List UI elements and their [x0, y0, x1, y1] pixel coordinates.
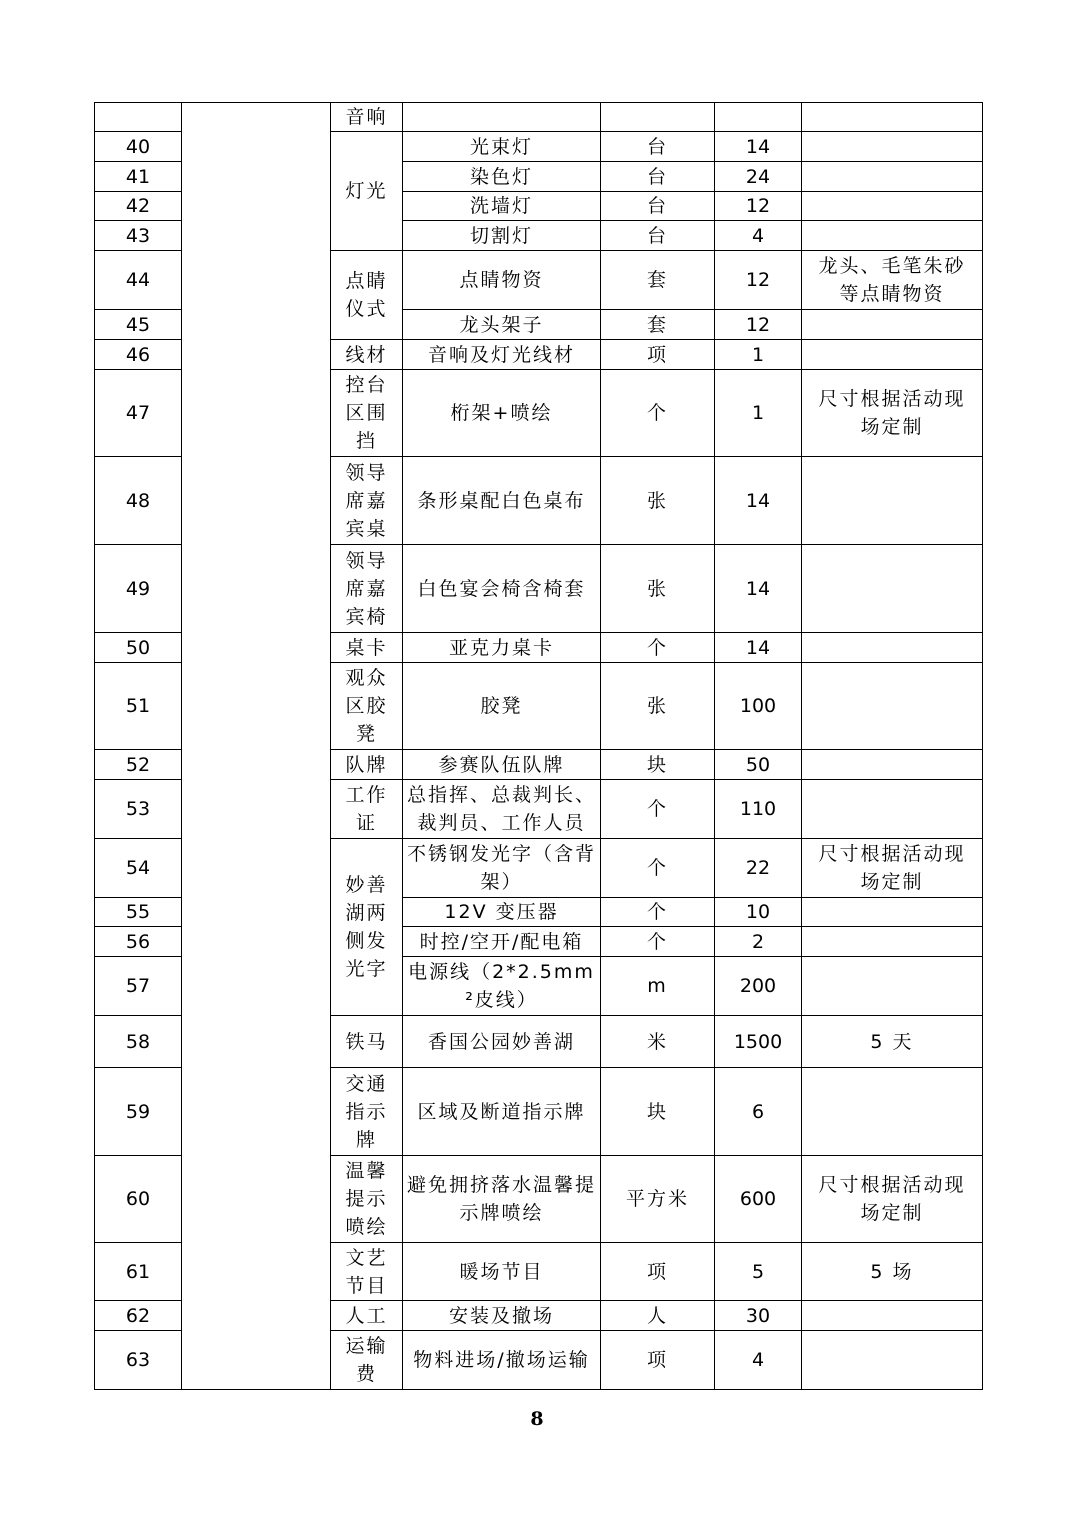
unit-cell: 套	[601, 310, 715, 340]
unit-cell: 个	[601, 633, 715, 663]
note-cell	[802, 663, 983, 750]
quantity-cell: 1	[715, 370, 802, 457]
item-cell: 音响及灯光线材	[403, 340, 601, 370]
quantity-cell: 4	[715, 221, 802, 251]
quantity-cell: 100	[715, 663, 802, 750]
quantity-cell: 12	[715, 251, 802, 310]
category-cell: 领导 席嘉 宾椅	[331, 545, 403, 633]
note-cell: 5 场	[802, 1243, 983, 1301]
category-cell: 队牌	[331, 750, 403, 780]
row-number: 57	[95, 957, 182, 1016]
note-cell	[802, 132, 983, 162]
quantity-cell: 10	[715, 898, 802, 927]
unit-cell: 个	[601, 839, 715, 898]
unit-cell: 台	[601, 221, 715, 251]
row-number: 63	[95, 1331, 182, 1390]
note-cell	[802, 633, 983, 663]
quantity-cell: 24	[715, 162, 802, 192]
row-number: 44	[95, 251, 182, 310]
category-cell: 工作 证	[331, 780, 403, 839]
item-cell: 切割灯	[403, 221, 601, 251]
item-cell: 安装及撤场	[403, 1301, 601, 1331]
quantity-cell: 5	[715, 1243, 802, 1301]
note-cell: 5 天	[802, 1016, 983, 1068]
row-number: 62	[95, 1301, 182, 1331]
note-cell	[802, 457, 983, 545]
unit-cell: 张	[601, 663, 715, 750]
item-cell: 避免拥挤落水温馨提示牌喷绘	[403, 1156, 601, 1243]
quantity-cell: 22	[715, 839, 802, 898]
category-cell: 灯光	[331, 132, 403, 251]
unit-cell: 人	[601, 1301, 715, 1331]
unit-cell: 张	[601, 457, 715, 545]
note-cell: 尺寸根据活动现 场定制	[802, 839, 983, 898]
unit-cell: 项	[601, 340, 715, 370]
item-cell: 总指挥、总裁判长、裁判员、工作人员	[403, 780, 601, 839]
quantity-cell: 600	[715, 1156, 802, 1243]
category-cell: 妙善 湖两 侧发 光字	[331, 839, 403, 1016]
row-number: 45	[95, 310, 182, 340]
unit-cell: 张	[601, 545, 715, 633]
row-number: 42	[95, 192, 182, 221]
unit-cell: 个	[601, 927, 715, 957]
row-number: 54	[95, 839, 182, 898]
item-cell: 光束灯	[403, 132, 601, 162]
item-cell: 洗墙灯	[403, 192, 601, 221]
category-cell: 点睛 仪式	[331, 251, 403, 340]
note-cell	[802, 340, 983, 370]
row-number: 46	[95, 340, 182, 370]
quantity-cell: 12	[715, 192, 802, 221]
row-number: 40	[95, 132, 182, 162]
note-cell	[802, 750, 983, 780]
item-cell: 染色灯	[403, 162, 601, 192]
note-cell	[802, 1331, 983, 1390]
note-cell	[802, 1301, 983, 1331]
row-number: 50	[95, 633, 182, 663]
quantity-cell: 30	[715, 1301, 802, 1331]
item-cell: 桁架+喷绘	[403, 370, 601, 457]
quantity-cell	[715, 103, 802, 132]
unit-cell: 个	[601, 780, 715, 839]
unit-cell: 台	[601, 162, 715, 192]
unit-cell: 台	[601, 192, 715, 221]
category-cell: 观众 区胶 凳	[331, 663, 403, 750]
unit-cell: 项	[601, 1243, 715, 1301]
category-cell: 运输 费	[331, 1331, 403, 1390]
item-cell: 香国公园妙善湖	[403, 1016, 601, 1068]
item-cell: 参赛队伍队牌	[403, 750, 601, 780]
quantity-cell: 14	[715, 633, 802, 663]
unit-cell: 米	[601, 1016, 715, 1068]
item-cell: 物料进场/撤场运输	[403, 1331, 601, 1390]
quantity-cell: 1	[715, 340, 802, 370]
row-number: 48	[95, 457, 182, 545]
note-cell	[802, 192, 983, 221]
unit-cell	[601, 103, 715, 132]
unit-cell: 块	[601, 1068, 715, 1156]
category-cell: 线材	[331, 340, 403, 370]
item-cell: 条形桌配白色桌布	[403, 457, 601, 545]
note-cell	[802, 898, 983, 927]
item-cell: 点睛物资	[403, 251, 601, 310]
note-cell: 尺寸根据活动现 场定制	[802, 370, 983, 457]
item-cell: 胶凳	[403, 663, 601, 750]
procurement-table	[94, 102, 983, 1390]
table-row	[95, 103, 983, 132]
row-number: 43	[95, 221, 182, 251]
note-cell	[802, 927, 983, 957]
blank-column	[182, 103, 331, 1390]
note-cell: 龙头、毛笔朱砂 等点睛物资	[802, 251, 983, 310]
unit-cell: 个	[601, 898, 715, 927]
category-cell: 人工	[331, 1301, 403, 1331]
unit-cell: 套	[601, 251, 715, 310]
category-cell: 领导 席嘉 宾桌	[331, 457, 403, 545]
item-cell	[403, 103, 601, 132]
row-number	[95, 103, 182, 132]
item-cell: 时控/空开/配电箱	[403, 927, 601, 957]
row-number: 51	[95, 663, 182, 750]
category-cell: 桌卡	[331, 633, 403, 663]
item-cell: 不锈钢发光字（含背架）	[403, 839, 601, 898]
quantity-cell: 14	[715, 545, 802, 633]
row-number: 55	[95, 898, 182, 927]
note-cell	[802, 103, 983, 132]
quantity-cell: 2	[715, 927, 802, 957]
category-cell: 铁马	[331, 1016, 403, 1068]
row-number: 59	[95, 1068, 182, 1156]
row-number: 61	[95, 1243, 182, 1301]
page-number: 8	[530, 1408, 544, 1430]
quantity-cell: 6	[715, 1068, 802, 1156]
row-number: 47	[95, 370, 182, 457]
unit-cell: 块	[601, 750, 715, 780]
row-number: 52	[95, 750, 182, 780]
category-cell: 文艺 节目	[331, 1243, 403, 1301]
item-cell: 12V 变压器	[403, 898, 601, 927]
note-cell	[802, 545, 983, 633]
quantity-cell: 4	[715, 1331, 802, 1390]
quantity-cell: 200	[715, 957, 802, 1016]
item-cell: 亚克力桌卡	[403, 633, 601, 663]
note-cell	[802, 957, 983, 1016]
row-number: 56	[95, 927, 182, 957]
quantity-cell: 14	[715, 457, 802, 545]
item-cell: 电源线（2*2.5mm²皮线）	[403, 957, 601, 1016]
note-cell	[802, 1068, 983, 1156]
unit-cell: m	[601, 957, 715, 1016]
note-cell: 尺寸根据活动现 场定制	[802, 1156, 983, 1243]
row-number: 41	[95, 162, 182, 192]
note-cell	[802, 162, 983, 192]
item-cell: 区域及断道指示牌	[403, 1068, 601, 1156]
category-cell: 温馨 提示 喷绘	[331, 1156, 403, 1243]
unit-cell: 项	[601, 1331, 715, 1390]
category-cell: 控台 区围 挡	[331, 370, 403, 457]
category-cell: 交通 指示 牌	[331, 1068, 403, 1156]
quantity-cell: 50	[715, 750, 802, 780]
row-number: 49	[95, 545, 182, 633]
note-cell	[802, 780, 983, 839]
item-cell: 白色宴会椅含椅套	[403, 545, 601, 633]
item-cell: 暖场节目	[403, 1243, 601, 1301]
row-number: 60	[95, 1156, 182, 1243]
quantity-cell: 110	[715, 780, 802, 839]
unit-cell: 平方米	[601, 1156, 715, 1243]
note-cell	[802, 221, 983, 251]
row-number: 58	[95, 1016, 182, 1068]
unit-cell: 个	[601, 370, 715, 457]
quantity-cell: 14	[715, 132, 802, 162]
row-number: 53	[95, 780, 182, 839]
unit-cell: 台	[601, 132, 715, 162]
quantity-cell: 1500	[715, 1016, 802, 1068]
quantity-cell: 12	[715, 310, 802, 340]
item-cell: 龙头架子	[403, 310, 601, 340]
note-cell	[802, 310, 983, 340]
category-cell: 音响	[331, 103, 403, 132]
